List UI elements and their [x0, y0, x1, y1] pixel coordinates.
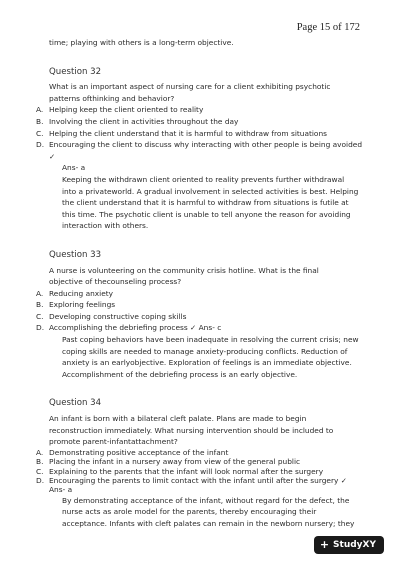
question-block [36, 250, 366, 381]
option-d [36, 476, 366, 485]
question-block [36, 398, 366, 529]
question-stem-line: A nurse is volunteering on the community crisis hotline. What is the final [49, 265, 319, 275]
option-letter: D. [36, 323, 45, 333]
option-a [36, 288, 366, 300]
question-stem-line: patterns ofthinking and behavior? [49, 93, 175, 103]
option-text: Accomplishing the debriefing process ✓ Ans- c [49, 323, 222, 333]
option-c [36, 467, 366, 476]
option-letter: B. [36, 457, 44, 467]
option-text: Involving the client in activities throughout the day [49, 116, 239, 126]
brand-name: StudyXY [333, 540, 376, 550]
option-letter: B. [36, 300, 44, 310]
studyxy-logo [314, 536, 384, 554]
option-text: Placing the infant in a nursery away from view of the general public [49, 457, 301, 467]
rationale-line: interaction with others. [62, 221, 149, 231]
option-a [36, 448, 366, 457]
document-body [36, 37, 366, 530]
answer-key: Ans- a [62, 163, 86, 173]
option-letter: D. [36, 476, 45, 486]
rationale-line: By demonstrating acceptance of the infant, without regard for the defect, the [62, 495, 350, 505]
answer-key: Ans- a [49, 485, 73, 495]
option-letter: A. [36, 288, 44, 298]
option-letter: A. [36, 105, 44, 115]
option-d [36, 322, 366, 334]
option-text: Encouraging the parents to limit contact with the infant until after the surgery ✓ [49, 476, 347, 486]
rationale-line: nurse acts as arole model for the parents, thereby encouraging their [62, 507, 317, 517]
option-b [36, 299, 366, 311]
question-stem-line: objective of thecounseling process? [49, 277, 182, 287]
page-number: Page 15 of 172 [296, 22, 360, 33]
question-heading: Question 34 [49, 398, 102, 409]
rationale-line: Accomplishment of the debriefing process is an early objective. [62, 369, 298, 379]
option-text: Developing constructive coping skills [49, 311, 187, 321]
rationale-line: Past coping behaviors have been inadequate in resolving the current crisis; new [62, 335, 359, 345]
option-letter: C. [36, 466, 44, 476]
plus-icon: + [319, 538, 330, 551]
option-a [36, 104, 366, 116]
rationale-line: Keeping the withdrawn client oriented to reality prevents further withdrawal [62, 174, 345, 184]
rationale-line: this time. The psychotic client is unable to tell anyone the reason for avoiding [62, 209, 351, 219]
option-text: Helping keep the client oriented to reality [49, 105, 204, 115]
option-text: Reducing anxiety [49, 288, 114, 298]
question-stem-line: What is an important aspect of nursing care for a client exhibiting psychotic [49, 82, 331, 92]
question-block [36, 67, 366, 232]
question-heading: Question 33 [49, 249, 102, 260]
option-b [36, 457, 366, 466]
intro-line: time; playing with others is a long-term objective. [49, 38, 234, 47]
option-text: Explaining to the parents that the infant will look normal after the surgery [49, 466, 324, 476]
option-letter: C. [36, 311, 44, 321]
option-b [36, 116, 366, 128]
rationale-line: the client understand that it is harmful to withdraw from situations is futile at [62, 198, 349, 208]
option-d [36, 139, 366, 162]
question-stem-line: An infant is born with a bilateral cleft palate. Plans are made to begin [49, 414, 307, 424]
question-heading: Question 32 [49, 66, 102, 77]
question-stem-line: reconstruction immediately. What nursing intervention should be included to [49, 425, 334, 435]
option-letter: D. [36, 140, 45, 150]
rationale-line: acceptance. Infants with cleft palates can remain in the newborn nursery; they [62, 519, 355, 529]
option-letter: C. [36, 128, 44, 138]
rationale-line: anxiety is an earlyobjective. Exploration of feelings is an immediate objective. [62, 358, 352, 368]
option-text: Demonstrating positive acceptance of the infant [49, 447, 229, 457]
option-text: Helping the client understand that it is harmful to withdraw from situations [49, 128, 327, 138]
option-letter: A. [36, 447, 44, 457]
rationale-line: into a privateworld. A gradual involvement in selected activities is best. Helping [62, 186, 359, 196]
option-c [36, 128, 366, 140]
option-text: Exploring feelings [49, 300, 116, 310]
option-text: Encouraging the client to discuss why interacting with other people is being avoided ✓ [49, 140, 363, 161]
option-c [36, 311, 366, 323]
option-letter: B. [36, 116, 44, 126]
rationale-line: coping skills are needed to manage anxiety-producing conflicts. Reduction of [62, 346, 348, 356]
question-stem-line: promote parent-infantattachment? [49, 437, 178, 447]
